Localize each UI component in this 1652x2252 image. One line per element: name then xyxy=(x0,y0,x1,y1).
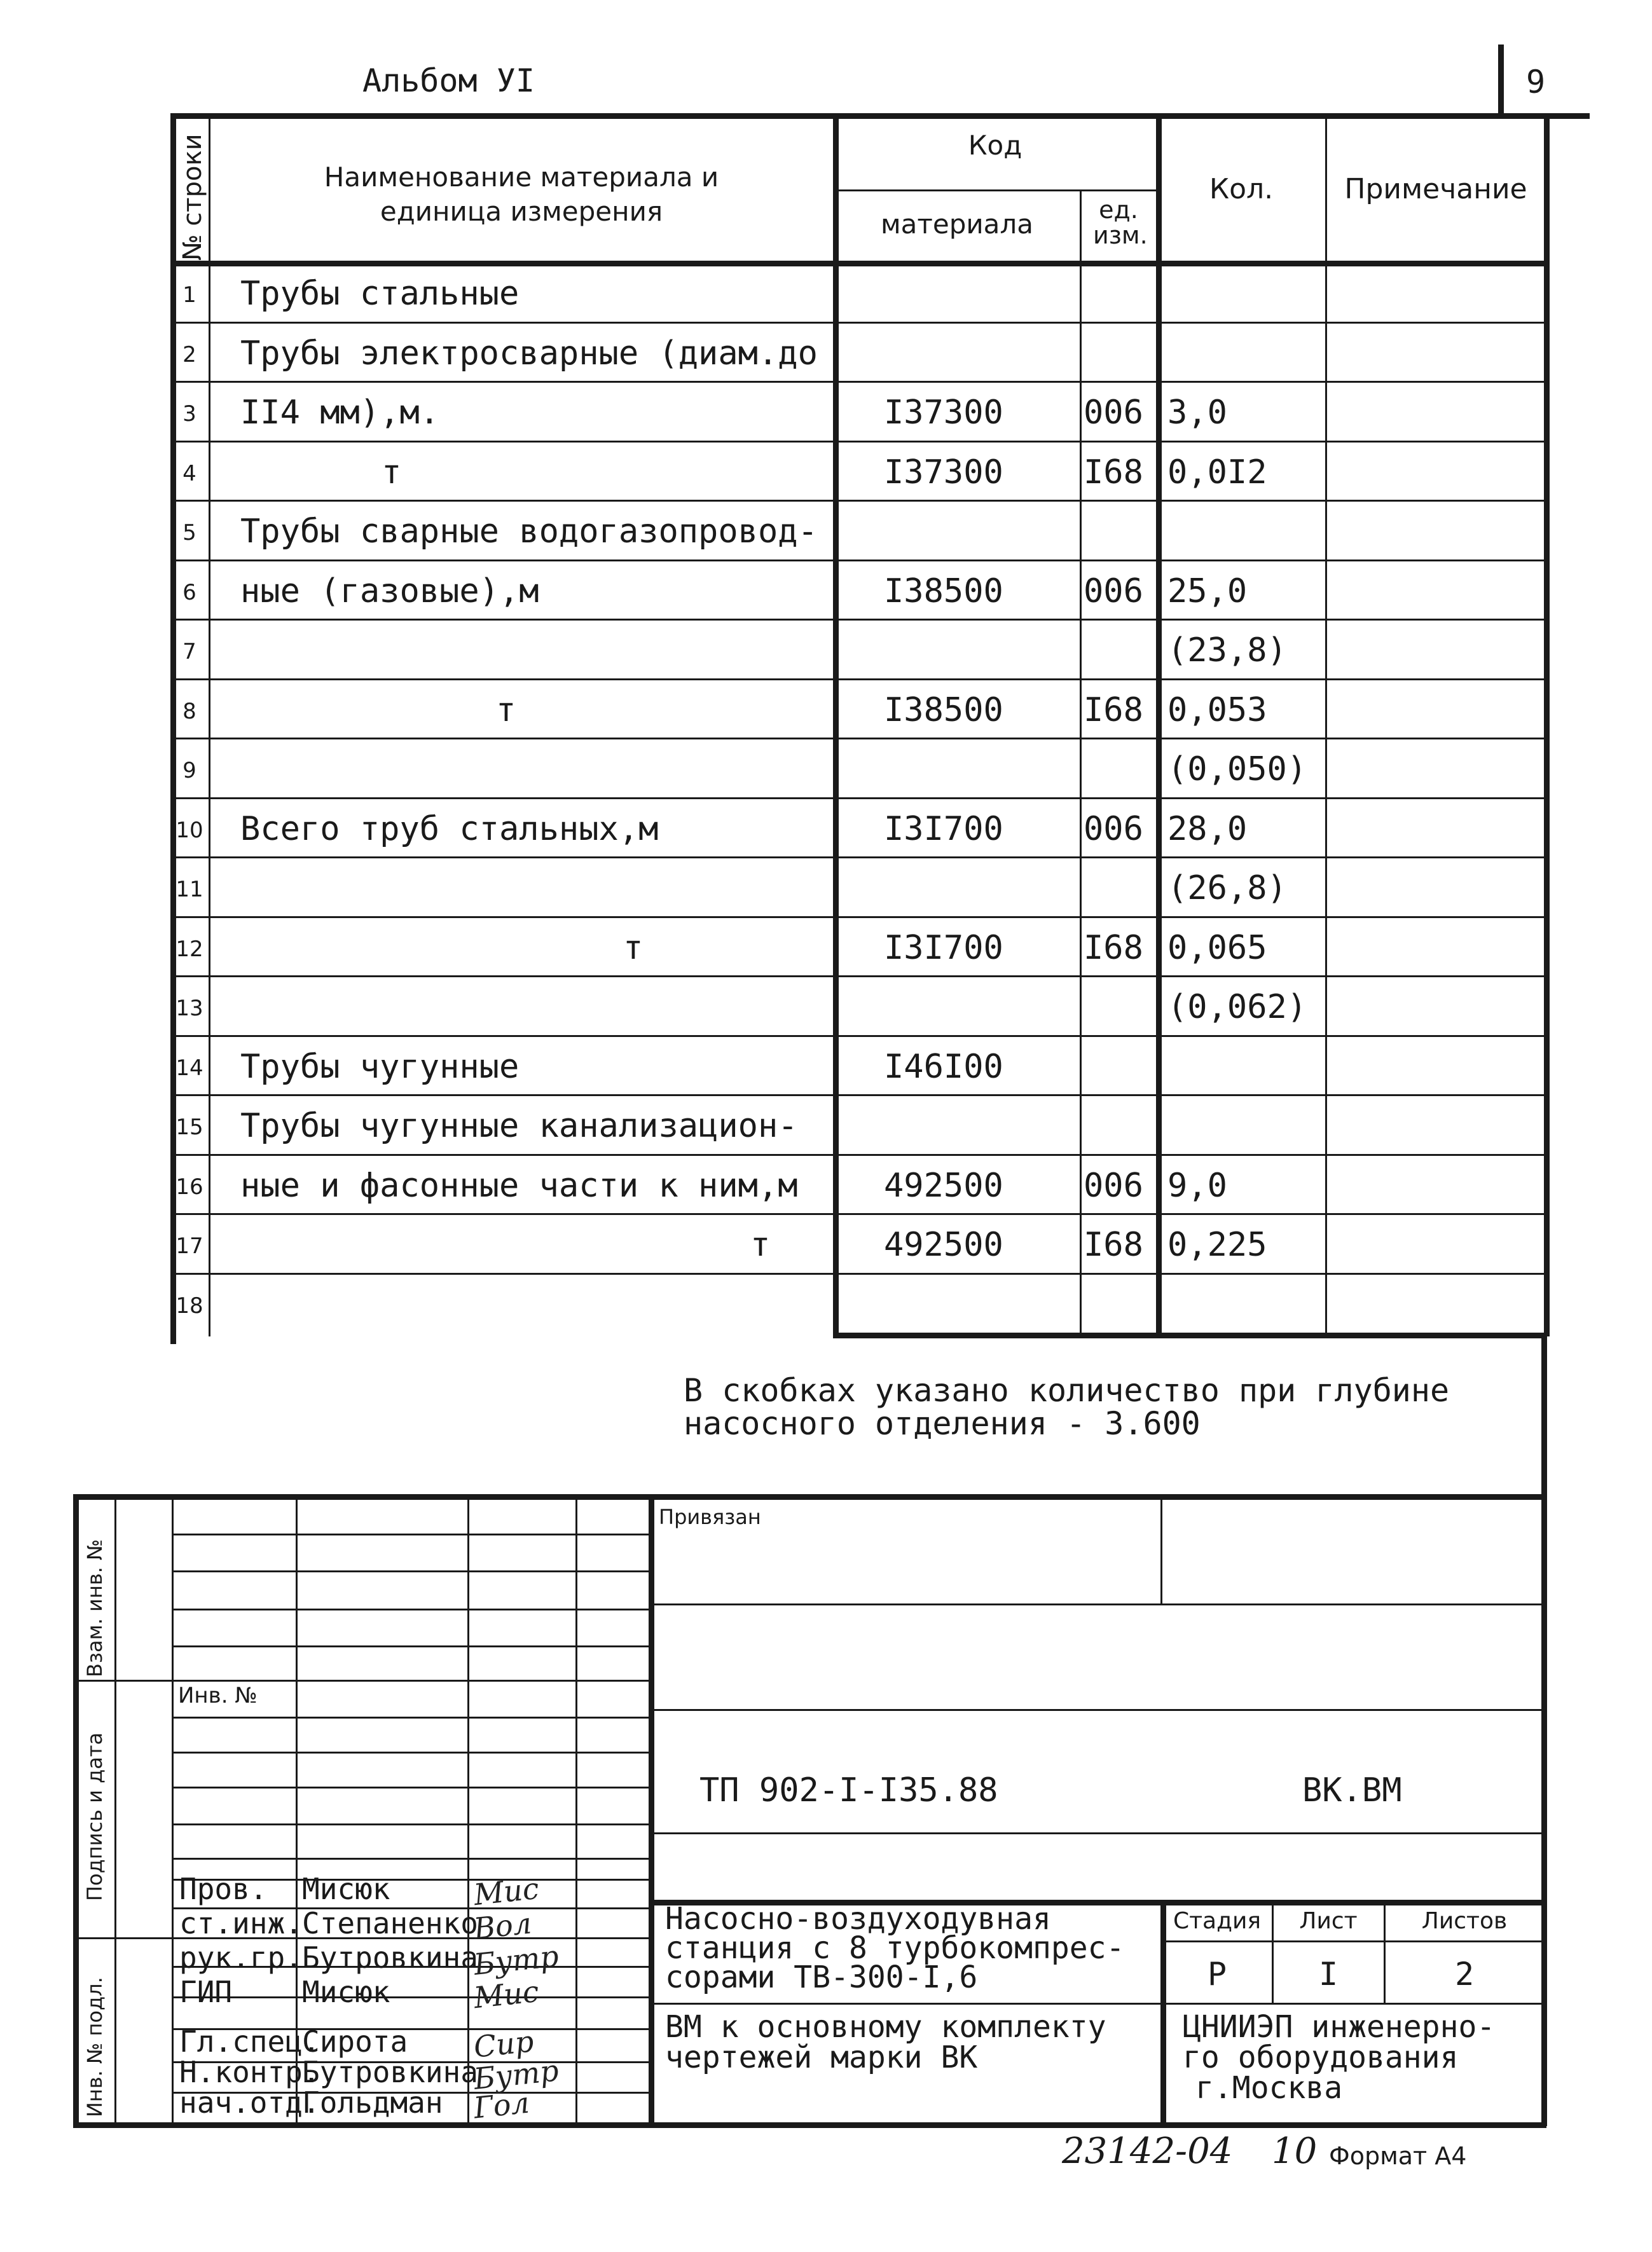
qty-header: Кол. xyxy=(1209,173,1274,205)
row-number: 7 xyxy=(182,639,196,664)
signatory-name: Гольдман xyxy=(302,2085,443,2120)
stamp-grid-row xyxy=(172,1680,649,1682)
row-material-code: I3I700 xyxy=(884,928,1003,967)
title-line-1: Насосно-воздуходувная xyxy=(665,1901,1051,1937)
row-quantity: 28,0 xyxy=(1167,809,1248,848)
row-number: 13 xyxy=(176,996,203,1021)
row-number: 6 xyxy=(182,579,196,605)
signatory-name: Мисюк xyxy=(302,1872,390,1906)
row-number: 10 xyxy=(176,817,203,843)
unit-header-text: ед. изм. xyxy=(1093,196,1148,249)
row-material-code: I38500 xyxy=(884,690,1003,729)
signatory-role: Гл.спец. xyxy=(179,2024,320,2059)
row-name: т xyxy=(623,928,644,967)
vzam-inv-label: Взам. инв. № xyxy=(83,1539,107,1677)
signatory-signature: Мис xyxy=(472,1871,541,1912)
sheets-value: 2 xyxy=(1454,1956,1475,1993)
row-number: 18 xyxy=(176,1293,203,1319)
subtitle-line-2: чертежей марки ВК xyxy=(665,2040,978,2075)
signatory-signature: Мис xyxy=(472,1974,541,2015)
signatory-signature: Бутр xyxy=(472,1939,561,1982)
row-divider xyxy=(170,322,1546,324)
row-quantity: (26,8) xyxy=(1167,869,1287,907)
row-material-code: I46I00 xyxy=(884,1047,1003,1086)
row-number: 16 xyxy=(176,1174,203,1200)
row-name: ные (газовые),м xyxy=(240,572,539,610)
row-number: 5 xyxy=(182,520,196,546)
signatory-signature: Гол xyxy=(472,2085,532,2125)
row-quantity: (0,062) xyxy=(1167,988,1307,1026)
signatory-role: Пров. xyxy=(179,1872,268,1906)
unit-header xyxy=(1081,197,1156,248)
name-header xyxy=(210,160,833,229)
inv-podl-label: Инв. № подл. xyxy=(83,1977,107,2117)
row-divider xyxy=(170,1213,1546,1215)
row-divider xyxy=(170,975,1546,977)
row-name: Трубы чугунные xyxy=(240,1047,520,1086)
stamp-grid-row xyxy=(172,1752,649,1754)
code-qty-divider xyxy=(1156,113,1162,1336)
row-divider xyxy=(170,619,1546,621)
org-line-3: г.Москва xyxy=(1195,2070,1343,2106)
side-strip-sep-2 xyxy=(73,1937,175,1939)
row-divider xyxy=(170,441,1546,443)
stamp-h-2 xyxy=(649,1709,1544,1711)
row-divider xyxy=(170,560,1546,561)
row-unit: 006 xyxy=(1084,394,1143,432)
row-divider xyxy=(170,1035,1546,1037)
row-divider xyxy=(170,1154,1546,1156)
stamp-grid-row xyxy=(172,1858,649,1860)
row-quantity: (23,8) xyxy=(1167,631,1287,669)
row-number: 14 xyxy=(176,1055,203,1081)
stamp-grid-row xyxy=(172,1996,649,1998)
name-header-text: Наименование материала и единица измерения xyxy=(324,161,719,227)
row-material-code: I37300 xyxy=(884,394,1003,432)
table-bottom-border xyxy=(833,1333,1546,1338)
note-line-2: насосного отделения - 3.600 xyxy=(684,1405,1201,1442)
signatory-role: ГИП xyxy=(179,1975,233,2009)
privyazan-divider xyxy=(1160,1494,1162,1603)
row-name: II4 мм),м. xyxy=(240,394,440,432)
row-material-code: I38500 xyxy=(884,572,1003,610)
row-name: Трубы чугунные канализацион- xyxy=(240,1107,798,1145)
row-divider xyxy=(170,797,1546,799)
table-top-border xyxy=(170,113,1590,119)
row-number-col-divider xyxy=(209,113,210,1336)
title-line-2: станция с 8 турбокомпрес- xyxy=(665,1930,1125,1966)
title-divider xyxy=(1160,1900,1166,2125)
stamp-main-divider xyxy=(649,1494,654,2124)
signatory-signature: Вол xyxy=(472,1905,533,1946)
signatory-signature: Сир xyxy=(472,2024,535,2064)
row-number: 12 xyxy=(176,936,203,962)
signatory-name: Степаненко xyxy=(302,1906,478,1940)
row-name: ные и фасонные части к ним,м xyxy=(240,1166,798,1205)
sheet-label: Лист xyxy=(1299,1908,1358,1934)
qty-note-divider xyxy=(1325,113,1327,1336)
podpis-data-label: Подпись и дата xyxy=(83,1732,107,1901)
privyazan-label: Привязан xyxy=(659,1505,761,1529)
row-name: Трубы стальные xyxy=(240,275,520,313)
row-quantity: 3,0 xyxy=(1167,394,1227,432)
signatory-signature: Бутр xyxy=(472,2053,561,2096)
signatory-name: Бутровкина xyxy=(302,1940,478,1975)
stamp-grid-row xyxy=(172,1823,649,1825)
org-line-2: го оборудования xyxy=(1183,2040,1459,2075)
stamp-h-1 xyxy=(649,1603,1544,1605)
title-h-divider xyxy=(649,2003,1544,2005)
row-quantity: 0,053 xyxy=(1167,690,1267,729)
row-number: 3 xyxy=(182,401,196,427)
stamp-top-border xyxy=(73,1494,1546,1500)
stamp-grid-row xyxy=(172,1717,649,1719)
row-number: 11 xyxy=(176,877,203,902)
row-material-code: I37300 xyxy=(884,453,1003,491)
row-quantity: 0,065 xyxy=(1167,928,1267,967)
row-quantity: 0,0I2 xyxy=(1167,453,1267,491)
signatory-role: Н.контр. xyxy=(179,2055,320,2089)
signatory-role: рук.гр. xyxy=(179,1940,303,1975)
page-number: 9 xyxy=(1526,64,1546,100)
row-number: 15 xyxy=(176,1115,203,1140)
material-unit-divider xyxy=(1080,191,1082,1336)
row-number: 1 xyxy=(182,282,196,308)
note-line-1: В скобках указано количество при глубине xyxy=(684,1372,1450,1409)
stamp-h-3 xyxy=(649,1832,1544,1834)
stage-value: Р xyxy=(1207,1956,1227,1993)
row-name: т xyxy=(496,690,516,729)
sheets-label: Листов xyxy=(1421,1908,1508,1934)
code-header: Код xyxy=(968,130,1022,161)
signatory-role: нач.отд. xyxy=(179,2085,320,2120)
title-line-3: сорами ТВ-300-I,6 xyxy=(665,1960,978,1995)
stage-label: Стадия xyxy=(1173,1908,1262,1934)
material-header: материала xyxy=(880,209,1033,240)
subtitle-line-1: ВМ к основному комплекту xyxy=(665,2009,1106,2045)
row-number: 9 xyxy=(182,758,196,783)
stamp-right-border xyxy=(1541,1333,1547,2126)
stage-label-divider xyxy=(1160,1940,1544,1942)
side-strip-divider xyxy=(114,1494,116,2124)
row-number: 8 xyxy=(182,698,196,724)
album-label: Альбом УI xyxy=(362,62,535,99)
side-strip-sep-1 xyxy=(73,1680,175,1682)
row-material-code: 492500 xyxy=(884,1226,1003,1264)
format-label: Формат А4 xyxy=(1329,2142,1467,2170)
copy-number: 10 xyxy=(1272,2131,1318,2172)
row-unit: 006 xyxy=(1084,809,1143,848)
row-unit: 006 xyxy=(1084,1166,1143,1205)
stamp-left-border xyxy=(73,1494,79,2126)
stamp-grid-row xyxy=(172,1609,649,1610)
row-unit: I68 xyxy=(1084,453,1143,491)
stamp-grid-row xyxy=(172,1787,649,1789)
stamp-grid-row xyxy=(172,1534,649,1535)
row-name: т xyxy=(382,453,402,491)
row-number: 17 xyxy=(176,1233,203,1259)
signatory-name: Бутровкина xyxy=(302,2055,478,2089)
row-unit: 006 xyxy=(1084,572,1143,610)
row-quantity: (0,050) xyxy=(1167,750,1307,788)
sheet-value: I xyxy=(1318,1956,1339,1993)
row-unit: I68 xyxy=(1084,1226,1143,1264)
row-divider xyxy=(170,916,1546,918)
table-right-border xyxy=(1544,113,1550,1336)
row-divider xyxy=(170,1094,1546,1096)
row-quantity: 0,225 xyxy=(1167,1226,1267,1264)
signatory-role: ст.инж. xyxy=(179,1906,303,1940)
row-unit: I68 xyxy=(1084,690,1143,729)
row-number-header: № строки xyxy=(178,134,207,261)
row-divider xyxy=(170,738,1546,739)
stamp-grid-row xyxy=(172,1645,649,1647)
row-unit: I68 xyxy=(1084,928,1143,967)
signatory-name: Мисюк xyxy=(302,1975,390,2009)
note-header: Примечание xyxy=(1344,173,1527,205)
header-bottom-border xyxy=(170,261,1546,266)
row-quantity: 25,0 xyxy=(1167,572,1248,610)
row-name: Трубы электросварные (диам.до xyxy=(240,334,818,373)
code-header-divider xyxy=(833,189,1157,191)
stamp-bottom-border xyxy=(73,2122,1546,2128)
row-divider xyxy=(170,1273,1546,1275)
doc-mark: ВК.ВМ xyxy=(1302,1771,1402,1809)
row-number: 4 xyxy=(182,460,196,486)
doc-code: ТП 902-I-I35.88 xyxy=(699,1771,998,1809)
row-name: Всего труб стальных,м xyxy=(240,809,659,848)
row-divider xyxy=(170,381,1546,383)
row-divider xyxy=(170,856,1546,858)
row-divider xyxy=(170,500,1546,502)
inv-no-label: Инв. № xyxy=(178,1683,258,1708)
row-number: 2 xyxy=(182,341,196,367)
signatory-name: Сирота xyxy=(302,2024,408,2059)
row-divider xyxy=(170,678,1546,680)
org-line-1: ЦНИИЭП инженерно- xyxy=(1183,2009,1496,2045)
header-divider xyxy=(1498,45,1504,114)
row-material-code: 492500 xyxy=(884,1166,1003,1205)
row-quantity: 9,0 xyxy=(1167,1166,1227,1205)
name-col-divider xyxy=(833,113,839,1336)
row-name: Трубы сварные водогазопровод- xyxy=(240,512,818,551)
row-material-code: I3I700 xyxy=(884,809,1003,848)
row-name: т xyxy=(750,1226,771,1264)
inventory-number: 23142-04 xyxy=(1062,2131,1233,2172)
stamp-grid-row xyxy=(172,1570,649,1572)
